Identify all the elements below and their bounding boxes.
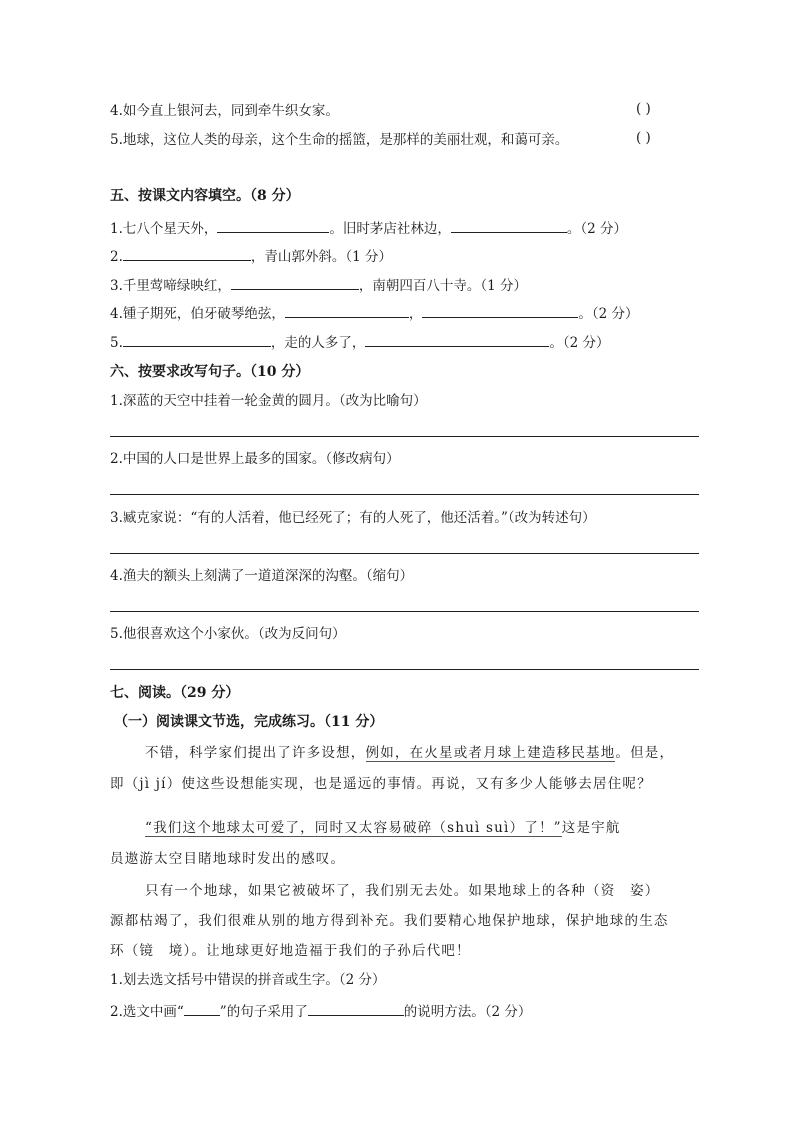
answer-paren-4[interactable]: ( )	[636, 101, 651, 117]
passage-para-3-line-1: 只有一个地球，如果它被破坏了，我们别无去处。如果地球上的各种（资 姿）	[145, 883, 660, 899]
judge-item-5: 5.地球，这位人类的母亲，这个生命的摇篮，是那样的美丽壮观，和蔼可亲。	[110, 132, 569, 148]
fill-q4-text-c: 。（2 分）	[578, 306, 639, 322]
answer-line-1[interactable]	[110, 436, 699, 437]
fill-q3-text-a: 3.千里莺啼绿映红，	[110, 278, 231, 294]
fill-q1-text-a: 1.七八个星天外，	[110, 221, 218, 237]
underlined-sentence: 例如，在火星或者月球上建造移民基地	[365, 745, 616, 761]
fill-q3-blank-1[interactable]	[231, 274, 359, 290]
reading-q2	[110, 1000, 531, 1022]
fill-q5-text-b: ，走的人多了，	[270, 335, 366, 351]
fill-q2-text-a: 2.	[110, 249, 123, 265]
fill-q3	[110, 274, 527, 296]
section-7-title: 七、阅读。（29 分）	[110, 685, 240, 701]
fill-q4-blank-2[interactable]	[422, 302, 578, 318]
judge-item-4: 4.如今直上银河去，同到牵牛织女家。	[110, 103, 339, 119]
fill-q4-blank-1[interactable]	[285, 302, 409, 318]
fill-q4-text-b: ，	[408, 306, 423, 322]
fill-q5-blank-1[interactable]	[123, 331, 271, 347]
fill-q3-text-b: ，南朝四百八十寺。（1 分）	[358, 278, 528, 294]
fill-q1-blank-2[interactable]	[451, 217, 567, 233]
fill-q5-blank-2[interactable]	[365, 331, 549, 347]
fill-q4-text-a: 4.锺子期死，伯牙破琴绝弦，	[110, 306, 285, 322]
reading-q2-answer-blank[interactable]	[308, 1000, 404, 1016]
passage-para-3-line-2: 源都枯竭了，我们很难从别的地方得到补充。我们要精心地保护地球，保护地球的生态	[110, 913, 669, 929]
fill-q1-text-b: 。旧时茅店社林边，	[329, 221, 451, 237]
fill-q1-blank-1[interactable]	[217, 217, 329, 233]
reading-q2-mark-blank	[184, 1000, 220, 1016]
answer-line-4[interactable]	[110, 611, 699, 612]
passage-para-3-line-3: 环（镜 境）。让地球更好地造福于我们的子孙后代吧！	[110, 943, 471, 959]
reading-q2-text-b: ”的句子采用了	[219, 1004, 308, 1020]
fill-q2-text-b: ，青山郭外斜。（1 分）	[250, 249, 393, 265]
fill-q1	[110, 217, 627, 239]
answer-paren-5[interactable]: ( )	[636, 130, 651, 146]
passage-para-1-line-2: 即（jì jí）使这些设想能实现，也是遥远的事情。再说，又有多少人能够去居住呢？	[110, 776, 652, 792]
fill-q5-text-c: 。（2 分）	[549, 335, 610, 351]
fill-q1-text-c: 。（2 分）	[566, 221, 628, 237]
reading-part-1-title: （一）阅读课文节选，完成练习。（11 分）	[114, 714, 384, 730]
fill-q2	[110, 245, 392, 267]
rewrite-q2: 2.中国的人口是世界上最多的国家。（修改病句）	[110, 451, 400, 467]
para-1-text-c: 。但是，	[615, 745, 675, 761]
fill-q2-blank-1[interactable]	[123, 245, 251, 261]
quoted-sentence: “我们这个地球太可爱了，同时又太容易破碎（shuì suì）了！”	[145, 820, 562, 836]
para-1-text-a: 不错，科学家们提出了许多设想，	[145, 745, 366, 761]
passage-para-2-line-1	[145, 818, 621, 838]
fill-q4	[110, 302, 639, 324]
answer-line-5[interactable]	[110, 669, 699, 670]
para-2-text-b: 这是宇航	[561, 820, 621, 836]
rewrite-q4: 4.渔夫的额头上刻满了一道道深深的沟壑。（缩句）	[110, 568, 414, 584]
reading-q1: 1.划去选文括号中错误的拼音或生字。（2 分）	[110, 972, 386, 988]
answer-line-3[interactable]	[110, 553, 699, 554]
rewrite-q5: 5.他很喜欢这个小家伙。（改为反问句）	[110, 626, 346, 642]
reading-q2-text-c: 的说明方法。（2 分）	[403, 1004, 532, 1020]
fill-q5	[110, 331, 610, 353]
rewrite-q1: 1.深蓝的天空中挂着一轮金黄的圆月。（改为比喻句）	[110, 393, 427, 409]
section-6-title: 六、按要求改写句子。（10 分）	[110, 364, 310, 380]
fill-q5-text-a: 5.	[110, 335, 123, 351]
passage-para-2-line-2: 员遨游太空目睹地球时发出的感叹。	[110, 851, 346, 867]
reading-q2-text-a: 2.选文中画“	[110, 1004, 184, 1020]
passage-para-1-line-1	[145, 743, 674, 763]
section-5-title: 五、按课文内容填空。（8 分）	[110, 188, 300, 204]
answer-line-2[interactable]	[110, 494, 699, 495]
rewrite-q3: 3.臧克家说：“有的人活着，他已经死了；有的人死了，他还活着。”（改为转述句）	[110, 510, 596, 526]
